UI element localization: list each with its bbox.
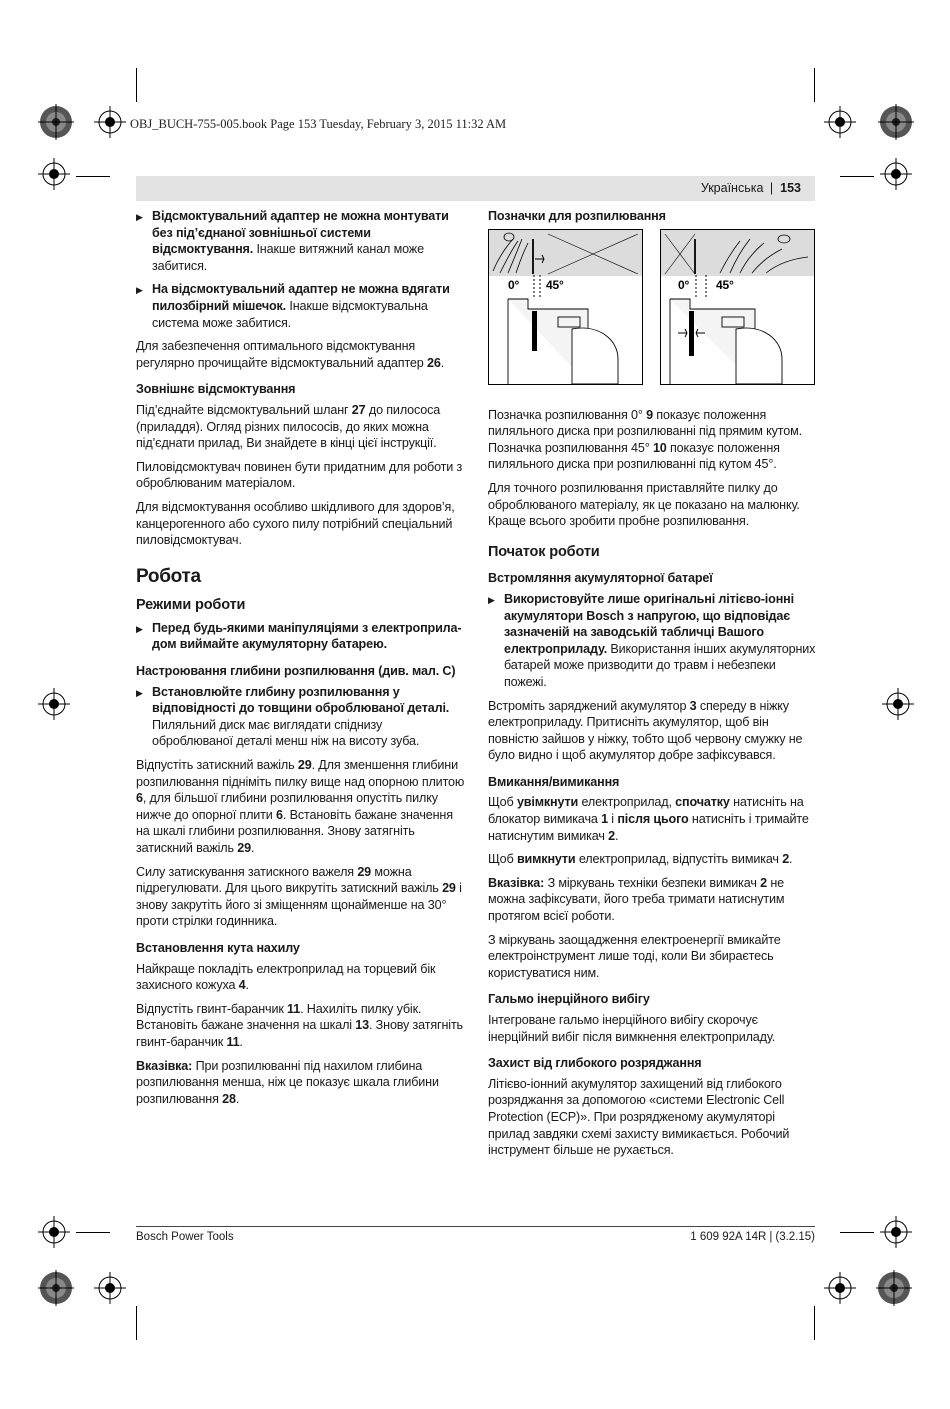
registration-mark-icon [94,106,126,138]
crop-mark [814,1306,815,1340]
crop-mark [76,176,110,177]
paragraph: З міркувань заощадження електроенергії вмикайте електроінструмент лише тоді, коли Ви збираєтесь користуватися ним. [488,932,781,980]
bullet-text: Інакше відсмоктувальна система може забитися. [152,298,428,330]
heading-operating-modes: Режими роботи [136,597,246,614]
crop-mark [814,68,815,102]
registration-mark-icon [38,1270,74,1306]
bullet-bold: На відсмоктувальний адаптер не можна вдягати пилозбірний мішечок. [152,282,450,313]
subheading-external-extraction: Зовнішнє відсмоктування [136,382,296,397]
subheading-deep-discharge: Захист від глибокого розряджання [488,1056,702,1071]
paragraph: Щоб увімкнути електроприлад, спочатку натисніть на блокатор вимикача 1 і після цього натисніть і тримайте натиснутим вимикач 2. [488,795,809,843]
paragraph: Під’єднайте відсмоктувальний шланг 27 до пилососа (приладдя). Огляд різних пилососів, до яких можна під’єднати прилад, Ви знайдете в кінці цієї інструкції. [136,402,441,451]
registration-mark-icon [38,104,74,140]
cutting-marks-figures [488,229,817,399]
bullet-bold: Перед будь-якими маніпуляціями з електроприла-дом виймайте акумуляторну батарею. [152,620,462,652]
bullet-bold: Відсмоктувальний адаптер не можна монтувати без під’єднаної зовнішньої системи відсмоктування. [152,209,449,257]
paragraph: Для точного розпилювання приставляйте пилку до оброблюваного матеріалу, як це показано на малюнку. Краще всього зробити пробне розпилювання. [488,480,800,529]
paragraph: Відпустіть гвинт-баранчик 11. Нахиліть пилку убік. Встановіть бажане значення на шкалі 13. Знову затягніть гвинт-баранчик 11. [136,1001,463,1049]
paragraph: Найкраще покладіть електроприлад на торцевий бік захисного кожуха 4. [136,961,436,993]
crop-mark [840,1232,874,1233]
crop-mark [136,68,137,102]
page-header [136,176,815,201]
paragraph: Встроміть заряджений акумулятор 3 спереду в ніжку електроприладу. Притисніть акумулятор, щоб він повністю зайшов у ніжку, тобто щоб червону смужку не було видно і щоб акумулятор добре зафіксувався. [488,698,803,763]
bullet-bold: Встановлюйте глибину розпилювання у відповідності до товщини оброблюваної деталі. [152,684,450,716]
subheading-cut-depth: Настроювання глибини розпилювання (див. мал. C) [136,664,456,679]
header-language: Українська [700,181,764,195]
paragraph: Для забезпечення оптимального відсмоктування регулярно прочищайте відсмоктувальний адаптер 26. [136,339,445,370]
crop-mark [840,176,874,177]
right-column [488,208,817,1166]
bullet-text: Пиляльний диск має виглядати спіднизу оброблюваної деталі менш ніж на висоту зуба. [152,717,420,749]
warning-bullet [136,684,465,750]
paragraph: Силу затискування затискного важеля 29 можна підрегулювати. Для цього викрутіть затискний важіль 29 і знову закрутіть його зі зміщенням щонайменше на 30° проти стрілки годинника. [136,864,462,929]
section-heading-work: Робота [136,565,201,587]
cutting-mark-0-figure [488,229,643,385]
page-number: 153 [780,181,801,195]
registration-mark-icon [880,1216,912,1248]
paragraph: Пиловідсмоктувач повинен бути придатним для роботи з оброблюваним матеріалом. [136,459,463,491]
paragraph: Позначка розпилювання 0° 9 показує положення пиляльного диска при розпилюванні під прямим кутом. Позначка розпилювання 45° 10 показує положення пиляльного диска при розпилюванні під кутом 45°. [488,407,802,472]
registration-mark-icon [878,104,914,140]
header-separator: | [769,181,774,195]
mark-label-0: 0° [678,277,690,292]
subheading-cutting-marks: Позначки для розпилювання [488,209,666,223]
paragraph: Для відсмоктування особливо шкідливого для здоров’я, канцерогенного або сухого пилу потрібний спеціальний пиловідсмоктувач. [136,499,455,548]
crop-mark [136,1306,137,1340]
subheading-insert-battery: Встромляння акумуляторної батареї [488,571,713,586]
note-paragraph: Вказівка: З міркувань техніки безпеки вимикач 2 не можна зафіксувати, його треба тримати натиснутим протягом всієї роботи. [488,875,785,924]
left-column [136,208,465,1114]
registration-mark-icon [880,158,912,190]
registration-mark-icon [38,1216,70,1248]
bullet-text: Інакше витяжний канал може забитися. [152,242,424,273]
subheading-bevel-angle: Встановлення кута нахилу [136,940,300,955]
paragraph: Відпустіть затискний важіль 29. Для зменшення глибини розпилювання підніміть пилку вище над опорною плитою 6, для більшої глибини розпилювання опустіть пилку нижче до опорної плити 6. Встановіть бажане значення на шкалі глибини розпилювання. Знову затягніть затискний важіль 29. [136,758,465,855]
registration-mark-icon [882,688,914,720]
registration-mark-icon [38,688,70,720]
cutting-mark-45-figure [660,229,815,385]
print-slug: OBJ_BUCH-755-005.book Page 153 Tuesday, February 3, 2015 11:32 AM [130,117,507,131]
page-footer [136,1226,815,1243]
warning-bullet [136,208,465,274]
registration-mark-icon [94,1272,126,1304]
heading-getting-started: Початок роботи [488,543,600,560]
footer-brand: Bosch Power Tools [136,1231,234,1243]
bullet-bold: Використовуйте лише оригінальні літієво-іонні акумулятори Bosch з напругою, що відповідає зазначеній на заводській табличці Вашого електроприладу. [504,591,794,656]
registration-mark-icon [824,1272,856,1304]
registration-mark-icon [824,106,856,138]
paragraph: Щоб вимкнути електроприлад, відпустіть вимикач 2. [488,852,793,867]
note-paragraph: Вказівка: При розпилюванні під нахилом глибина розпилювання менша, ніж це показує шкала глибини розпилювання 28. [136,1058,439,1106]
paragraph: Інтегроване гальмо інерційного вибігу скорочує інерційний вибіг після вимкнення електроприладу. [488,1013,776,1044]
mark-label-45: 45° [546,277,564,292]
header-label [701,181,801,195]
subheading-on-off: Вмикання/вимикання [488,774,620,789]
warning-bullet [488,591,817,691]
mark-label-0: 0° [508,277,520,292]
warning-bullet [136,281,465,331]
mark-label-45: 45° [716,277,734,292]
registration-mark-icon [876,1270,912,1306]
crop-mark [76,1232,110,1233]
registration-mark-icon [38,158,70,190]
bullet-text: Використання інших акумуляторних батарей може призводити до травм і небезпеки пожежі. [504,641,816,689]
warning-bullet [136,620,465,653]
paragraph: Літієво-іонний акумулятор захищений від глибокого розряджання за допомогою «системи Electronic Cell Protection (ECP)». При розрядженому акумуляторі прилад завдяки схемі захисту вимикається. Робочий інструмент більше не рухається. [488,1076,790,1158]
subheading-run-down-brake: Гальмо інерційного вибігу [488,992,650,1007]
footer-code: 1 609 92A 14R | (3.2.15) [690,1231,815,1243]
